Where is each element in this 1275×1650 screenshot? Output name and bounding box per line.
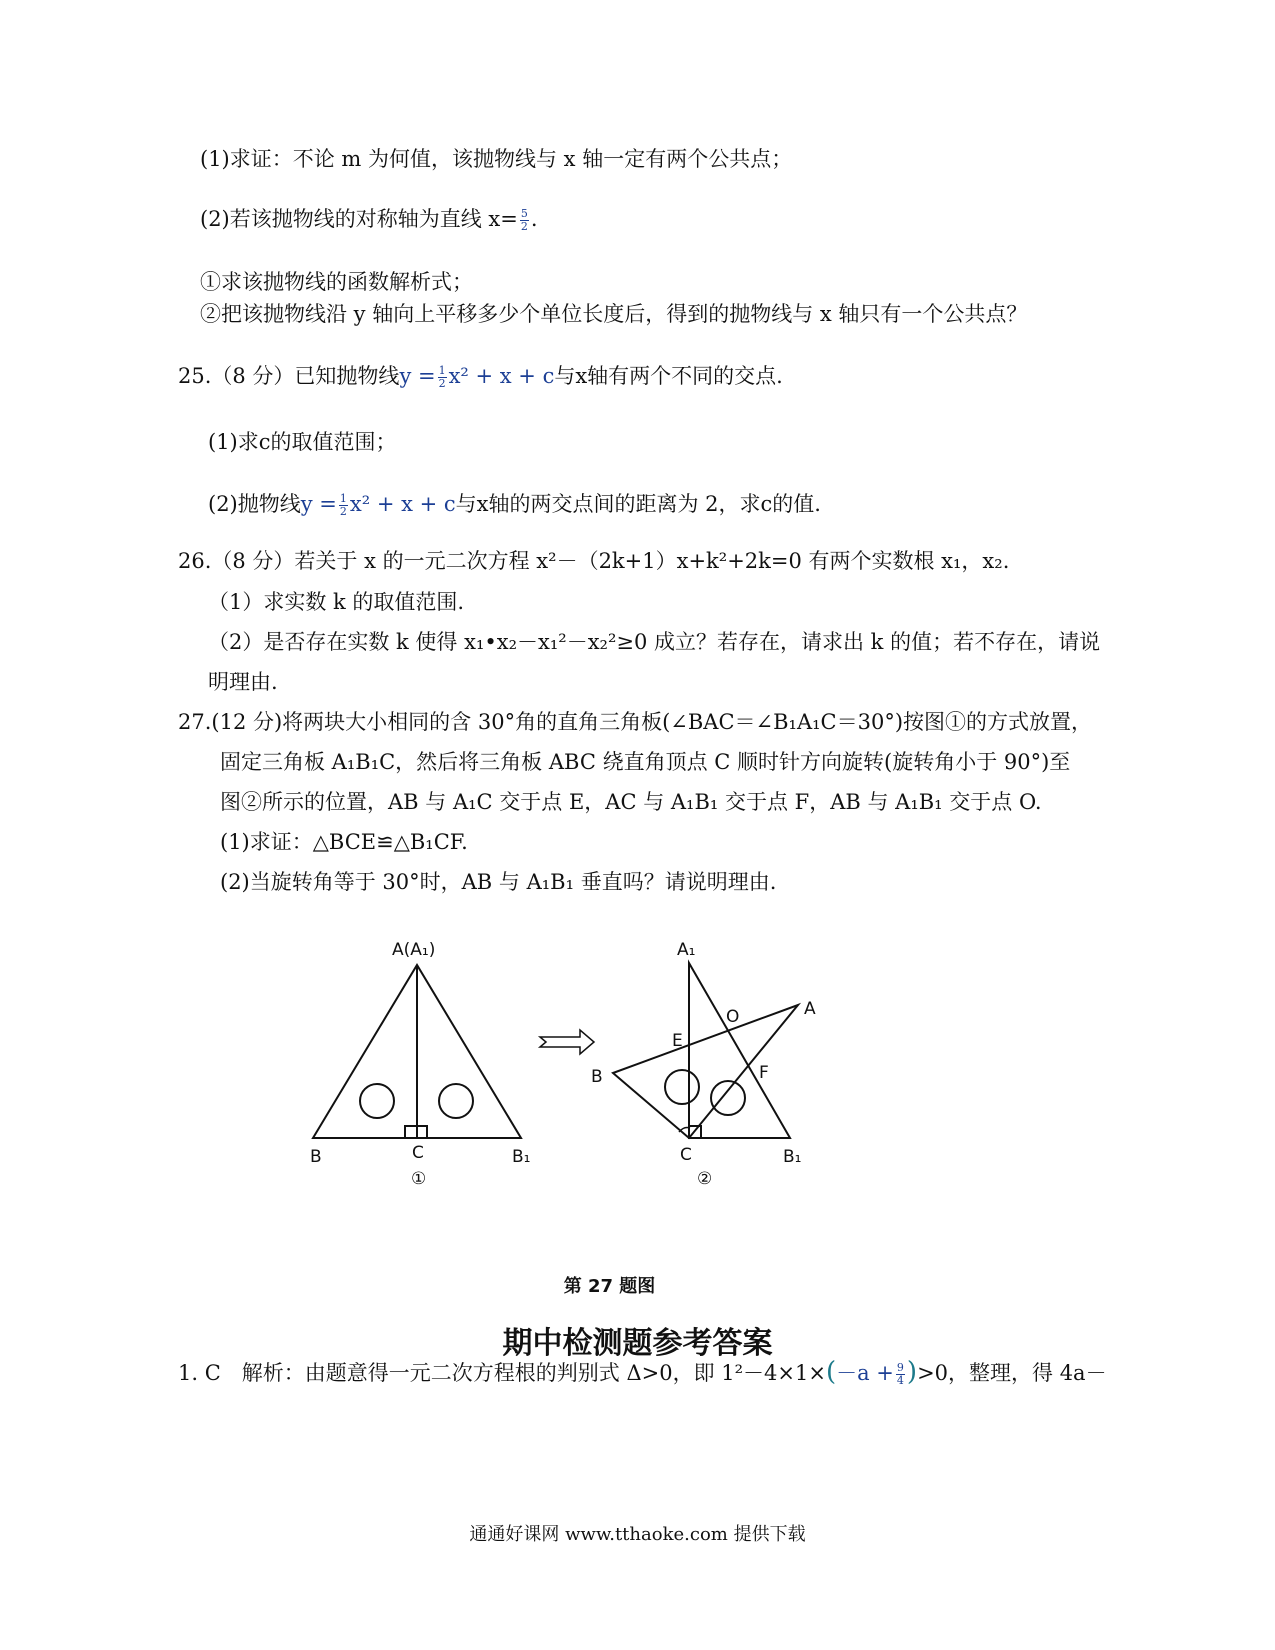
fig1-label-right: B₁ <box>512 1147 531 1167</box>
q25-part1: (1)求c的取值范围； <box>208 430 397 454</box>
answer-1-end: >0，整理，得 4a－ <box>917 1361 1107 1385</box>
q27-line1: 27.(12 分)将两块大小相同的含 30°角的直角三角板(∠BAC＝∠B₁A₁C＝30°)按图①的方式放置， <box>178 710 1093 734</box>
fig2-right-hole <box>711 1081 745 1115</box>
q24-part1: (1)求证：不论 m 为何值，该抛物线与 x 轴一定有两个公共点； <box>200 147 793 171</box>
q27-part1: (1)求证：△BCE≌△B₁CF. <box>220 830 468 854</box>
page-footer: 通通好课网 www.tthaoke.com 提供下载 <box>469 1524 806 1545</box>
q25-part2-frac-num: 1 <box>339 492 347 505</box>
answer-1-fraction <box>896 1362 905 1387</box>
fig2-label-f: F <box>759 1063 769 1083</box>
fig1-label-mid: C <box>412 1143 424 1163</box>
q24-frac-den: 2 <box>520 220 528 233</box>
q25-head-end: 与x轴有两个不同的交点. <box>554 364 783 388</box>
transform-arrow-icon <box>540 1030 594 1054</box>
q26-head: 26.（8 分）若关于 x 的一元二次方程 x²－（2k+1）x+k²+2k=0 有两个实数根 x₁，x₂. <box>178 549 1010 573</box>
fig2-triangle-rotated <box>613 1005 798 1138</box>
q24-frac-num: 5 <box>520 207 528 220</box>
q27-part2: (2)当旋转角等于 30°时，AB 与 A₁B₁ 垂直吗？请说明理由. <box>220 870 777 894</box>
fig1-label-left: B <box>310 1147 322 1167</box>
q26-part2-cont: 明理由. <box>208 670 278 694</box>
answers-title: 期中检测题参考答案 <box>502 1326 773 1361</box>
q26-part1: （1）求实数 k 的取值范围. <box>208 590 465 614</box>
fig1-right-hole <box>439 1084 473 1118</box>
q26-part2: （2）是否存在实数 k 使得 x₁•x₂－x₁²－x₂²≥0 成立？若存在，请求出 k 的值；若不存在，请说 <box>208 630 1101 654</box>
q27-line2: 固定三角板 A₁B₁C，然后将三角板 ABC 绕直角顶点 C 顺时针方向旋转(旋转角小于 90°)至 <box>220 750 1071 774</box>
fig1-number: ① <box>411 1169 427 1189</box>
answer-1-lparen: ( <box>825 1357 837 1387</box>
fig1-left-hole <box>360 1084 394 1118</box>
q25-head-text: 25.（8 分）已知抛物线 <box>178 364 400 388</box>
answer-1-inner: －a + <box>836 1361 894 1385</box>
q24-part2-end: . <box>530 207 538 231</box>
q25-part2-eq-rest: x² + x + c <box>349 492 456 516</box>
figure-caption: 第 27 题图 <box>563 1276 656 1297</box>
fig2-number: ② <box>697 1169 713 1189</box>
answer-1-frac-den: 4 <box>896 1374 904 1387</box>
fig2-label-b1: B₁ <box>783 1147 802 1167</box>
q25-part2-eq-y: y = <box>300 492 337 516</box>
fig2-label-e: E <box>672 1031 683 1051</box>
q25-part2-text: (2)抛物线 <box>208 492 301 516</box>
fig2-label-b: B <box>591 1067 603 1087</box>
q24-part2-text: (2)若该抛物线的对称轴为直线 x= <box>200 207 518 231</box>
answer-1-rparen: ) <box>906 1357 918 1387</box>
fig2-label-a1: A₁ <box>677 940 696 960</box>
fig2-label-c: C <box>680 1145 692 1165</box>
q25-frac-num: 1 <box>438 364 446 377</box>
q25-part2-end: 与x轴的两交点间的距离为 2，求c的值. <box>455 492 821 516</box>
q24-sub1: ①求该抛物线的函数解析式； <box>200 270 473 294</box>
answer-1 <box>178 1358 1107 1387</box>
answer-1-frac-num: 9 <box>896 1361 904 1374</box>
fig2-left-hole <box>665 1070 699 1104</box>
answer-1-text: 1. C 解析：由题意得一元二次方程根的判别式 Δ>0，即 1²－4×1× <box>178 1361 826 1385</box>
q25-eq-y: y = <box>399 364 436 388</box>
fig2-label-o: O <box>726 1007 740 1027</box>
q25-eq-rest: x² + x + c <box>448 364 555 388</box>
q25-part2-frac-den: 2 <box>339 505 347 518</box>
q25-frac-den: 2 <box>438 377 446 390</box>
q24-sub2: ②把该抛物线沿 y 轴向上平移多少个单位长度后，得到的抛物线与 x 轴只有一个公共点？ <box>200 302 1028 326</box>
fig1-label-top: A(A₁) <box>392 940 436 960</box>
q27-line3: 图②所示的位置，AB 与 A₁C 交于点 E，AC 与 A₁B₁ 交于点 F，AB 与 A₁B₁ 交于点 O. <box>220 790 1042 814</box>
fig2-label-a: A <box>804 999 816 1019</box>
